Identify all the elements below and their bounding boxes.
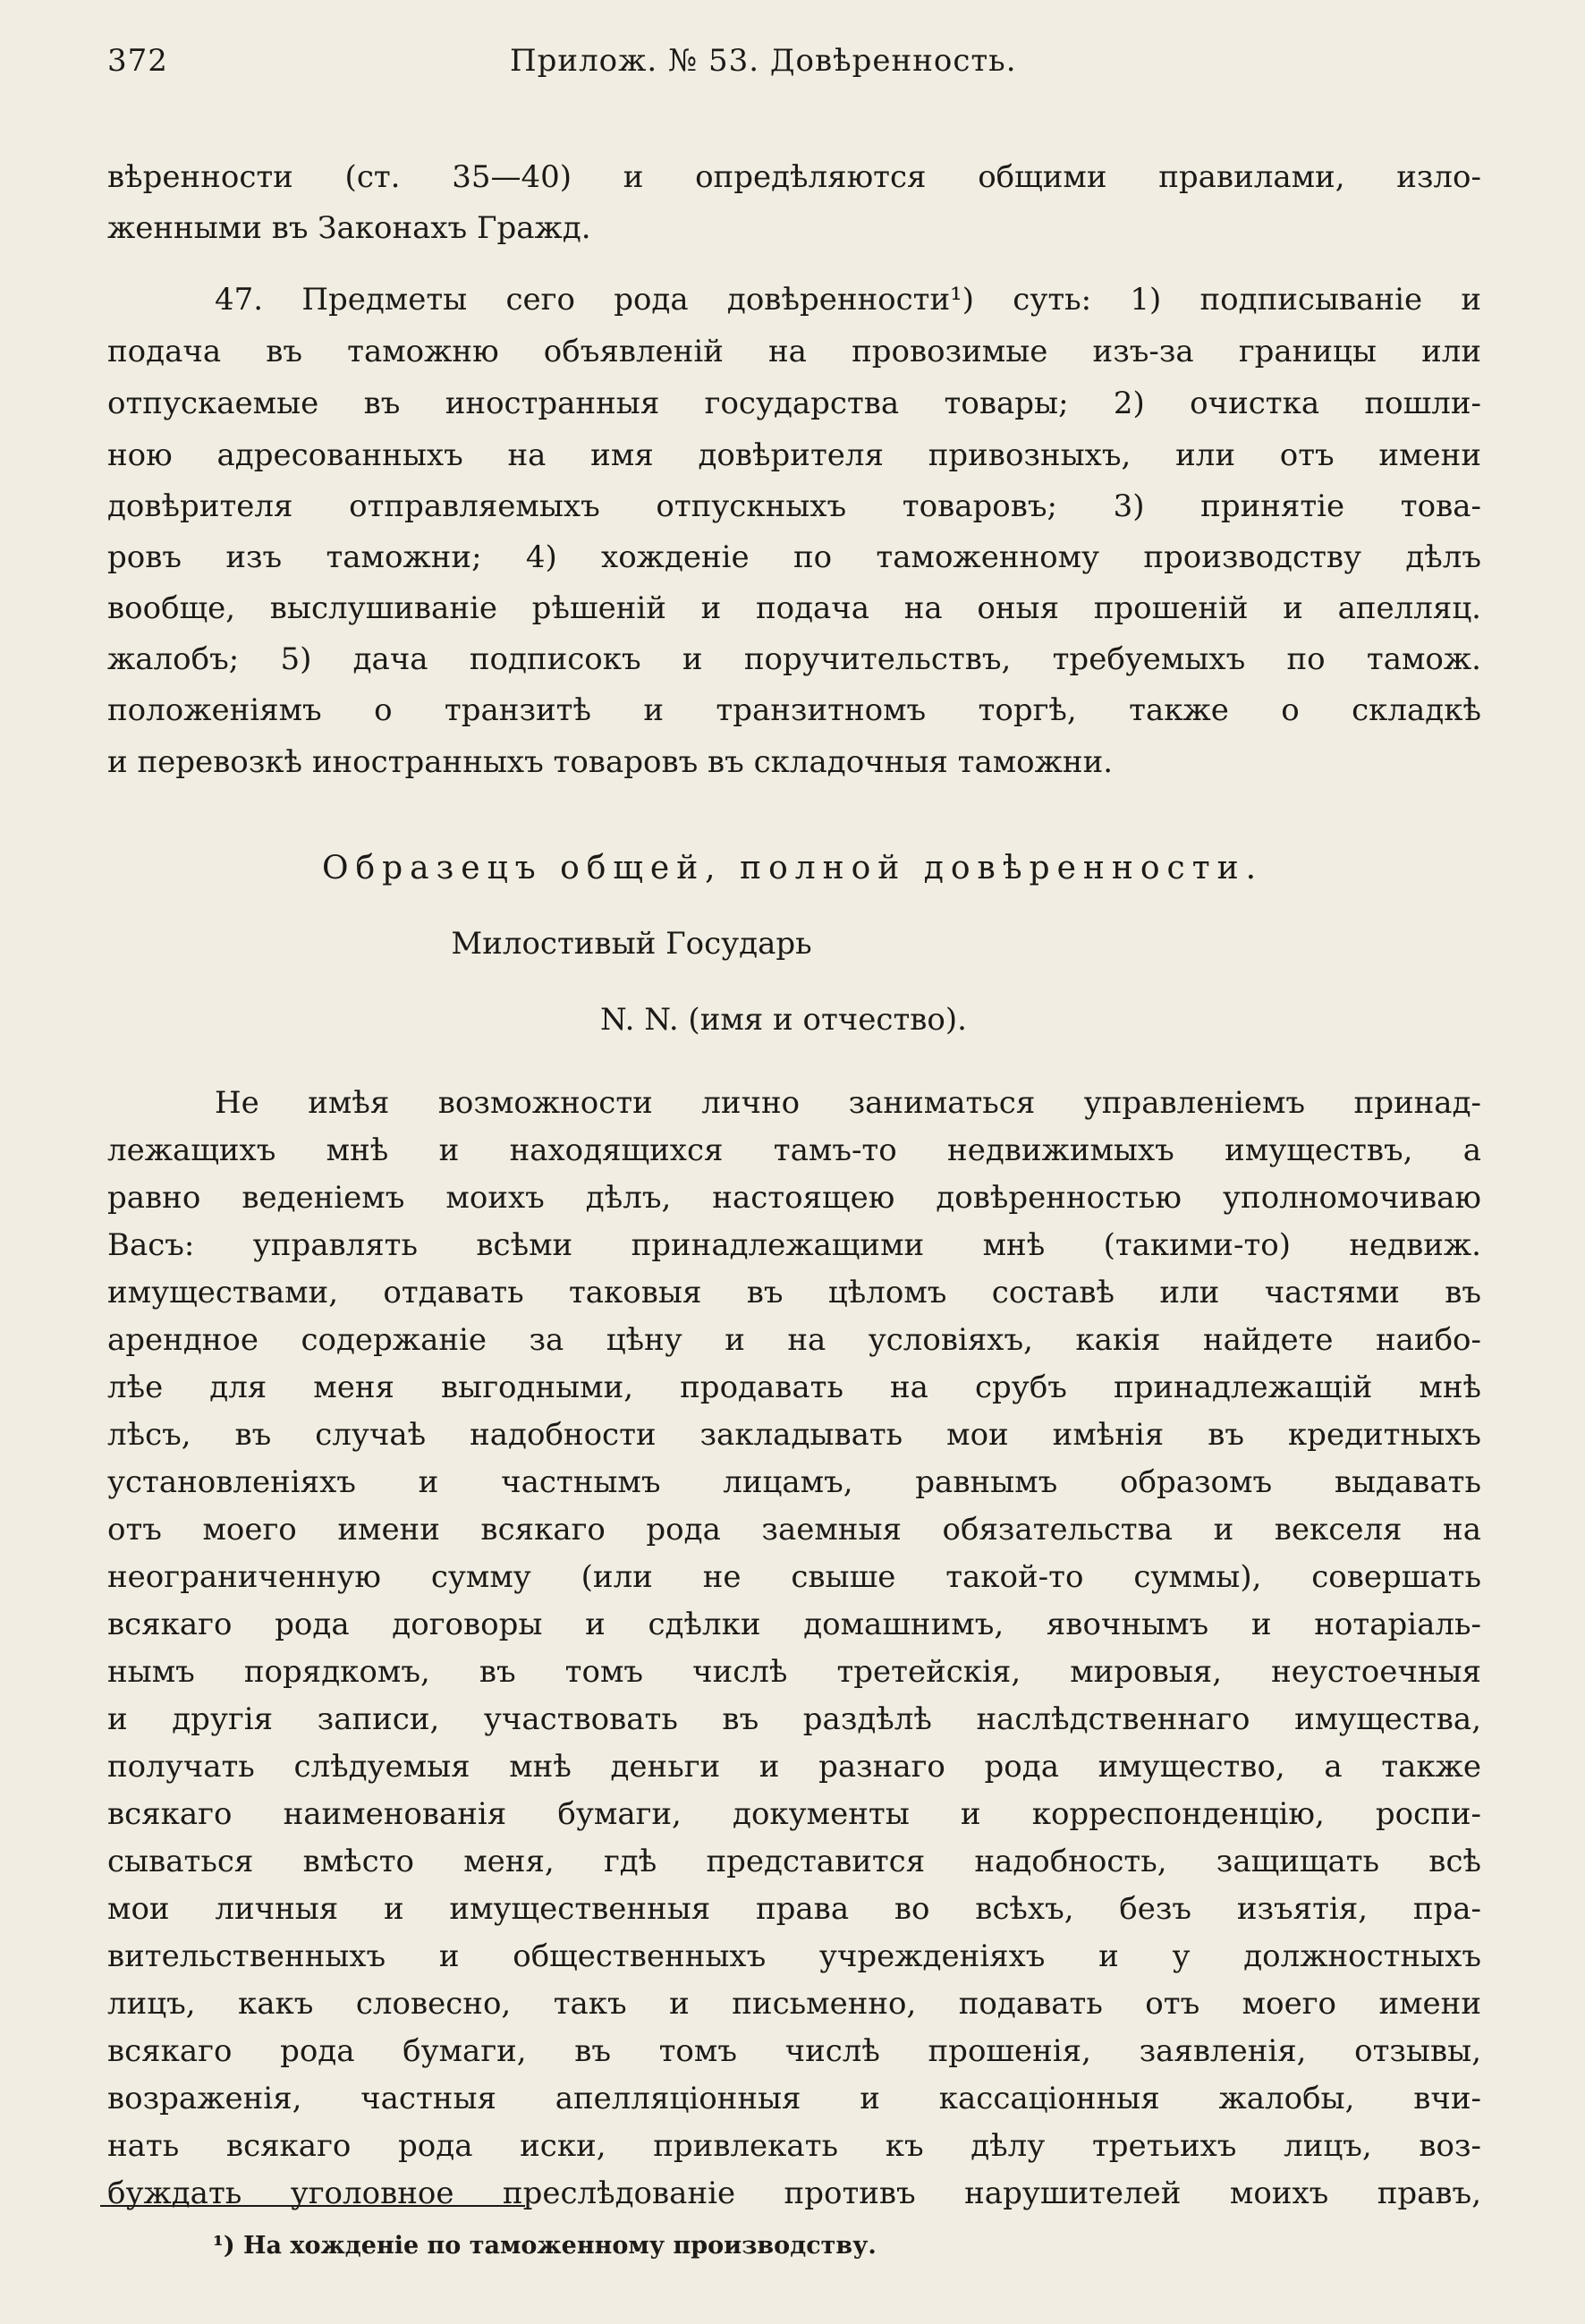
text-line: вительственныхъ и общественныхъ учрежденіяхъ и у должностныхъ: [107, 1938, 1481, 1974]
text-line: возраженія, частныя апелляціонныя и кассаціонныя жалобы, вчи-: [107, 2081, 1481, 2116]
text-line: мои личныя и имущественныя права во всѣхъ, безъ изъятія, пра-: [107, 1891, 1481, 1927]
text-line: ровъ изъ таможни; 4) хожденіе по таможенному производству дѣлъ: [107, 539, 1481, 575]
page-number: 372: [107, 43, 168, 79]
text-line: имуществами, отдавать таковыя въ цѣломъ составѣ или частями въ: [107, 1275, 1481, 1310]
text-line: лѣсъ, въ случаѣ надобности закладывать мои имѣнія въ кредитныхъ: [107, 1417, 1481, 1453]
text-line: вѣренности (ст. 35—40) и опредѣляются общими правилами, изло-: [107, 159, 1481, 195]
text-line: и перевозкѣ иностранныхъ товаровъ въ складочныя таможни.: [107, 744, 1114, 780]
text-line: всякаго рода договоры и сдѣлки домашнимъ, явочнымъ и нотаріаль-: [107, 1607, 1481, 1642]
sample-heading: Образецъ общей, полной довѣренности.: [321, 850, 1264, 886]
text-line: женными въ Законахъ Гражд.: [107, 210, 591, 246]
text-line: Васъ: управлять всѣми принадлежащими мнѣ (такими-то) недвиж.: [107, 1227, 1481, 1263]
text-line: равно веденіемъ моихъ дѣлъ, настоящею довѣренностью уполномочиваю: [107, 1180, 1481, 1216]
text-line: сываться вмѣсто меня, гдѣ представится надобность, защищать всѣ: [107, 1844, 1481, 1879]
text-line: довѣрителя отправляемыхъ отпускныхъ товаровъ; 3) принятіе това-: [107, 488, 1481, 524]
text-line: нымъ порядкомъ, въ томъ числѣ третейскія, мировыя, неустоечныя: [107, 1654, 1481, 1690]
text-line: отпускаемые въ иностранныя государства товары; 2) очистка пошли-: [107, 386, 1481, 421]
salutation: Милостивый Государь: [451, 926, 812, 962]
text-line: Не имѣя возможности лично заниматься управленіемъ принад-: [215, 1085, 1481, 1121]
text-line: положеніямъ о транзитѣ и транзитномъ торгѣ, также о складкѣ: [107, 692, 1481, 728]
text-line: буждать уголовное преслѣдованіе противъ нарушителей моихъ правъ,: [107, 2176, 1481, 2211]
footnote: ¹) На хожденіе по таможенному производству.: [213, 2232, 877, 2260]
text-line: 47. Предметы сего рода довѣренности¹) суть: 1) подписываніе и: [215, 282, 1481, 318]
text-line: жалобъ; 5) дача подписокъ и поручительствъ, требуемыхъ по тамож.: [107, 641, 1481, 677]
text-line: получать слѣдуемыя мнѣ деньги и разнаго рода имущество, а также: [107, 1749, 1481, 1785]
text-line: установленіяхъ и частнымъ лицамъ, равнымъ образомъ выдавать: [107, 1464, 1481, 1500]
text-line: неограниченную сумму (или не свыше такой-то суммы), совершать: [107, 1559, 1481, 1595]
text-line: всякаго наименованія бумаги, документы и корреспонденцію, роспи-: [107, 1796, 1481, 1832]
text-line: вообще, выслушиваніе рѣшеній и подача на оныя прошеній и апелляц.: [107, 590, 1481, 626]
text-line: лѣе для меня выгодными, продавать на срубъ принадлежащій мнѣ: [107, 1370, 1481, 1405]
text-line: подача въ таможню объявленій на провозимые изъ-за границы или: [107, 334, 1481, 369]
text-line: лежащихъ мнѣ и находящихся тамъ-то недвижимыхъ имуществъ, а: [107, 1132, 1481, 1168]
text-line: лицъ, какъ словесно, такъ и письменно, подавать отъ моего имени: [107, 1986, 1481, 2022]
text-line: отъ моего имени всякаго рода заемныя обязательства и векселя на: [107, 1512, 1481, 1548]
text-line: нать всякаго рода иски, привлекать къ дѣлу третьихъ лицъ, воз-: [107, 2128, 1481, 2164]
text-line: всякаго рода бумаги, въ томъ числѣ прошенія, заявленія, отзывы,: [107, 2033, 1481, 2069]
text-line: ною адресованныхъ на имя довѣрителя привозныхъ, или отъ имени: [107, 437, 1481, 473]
running-title: Прилож. № 53. Довѣренность.: [510, 43, 1017, 79]
addressee: N. N. (имя и отчество).: [600, 1002, 967, 1038]
text-line: арендное содержаніе за цѣну и на условіяхъ, какія найдете наибо-: [107, 1322, 1481, 1358]
text-line: и другія записи, участвовать въ раздѣлѣ наслѣдственнаго имущества,: [107, 1701, 1481, 1737]
